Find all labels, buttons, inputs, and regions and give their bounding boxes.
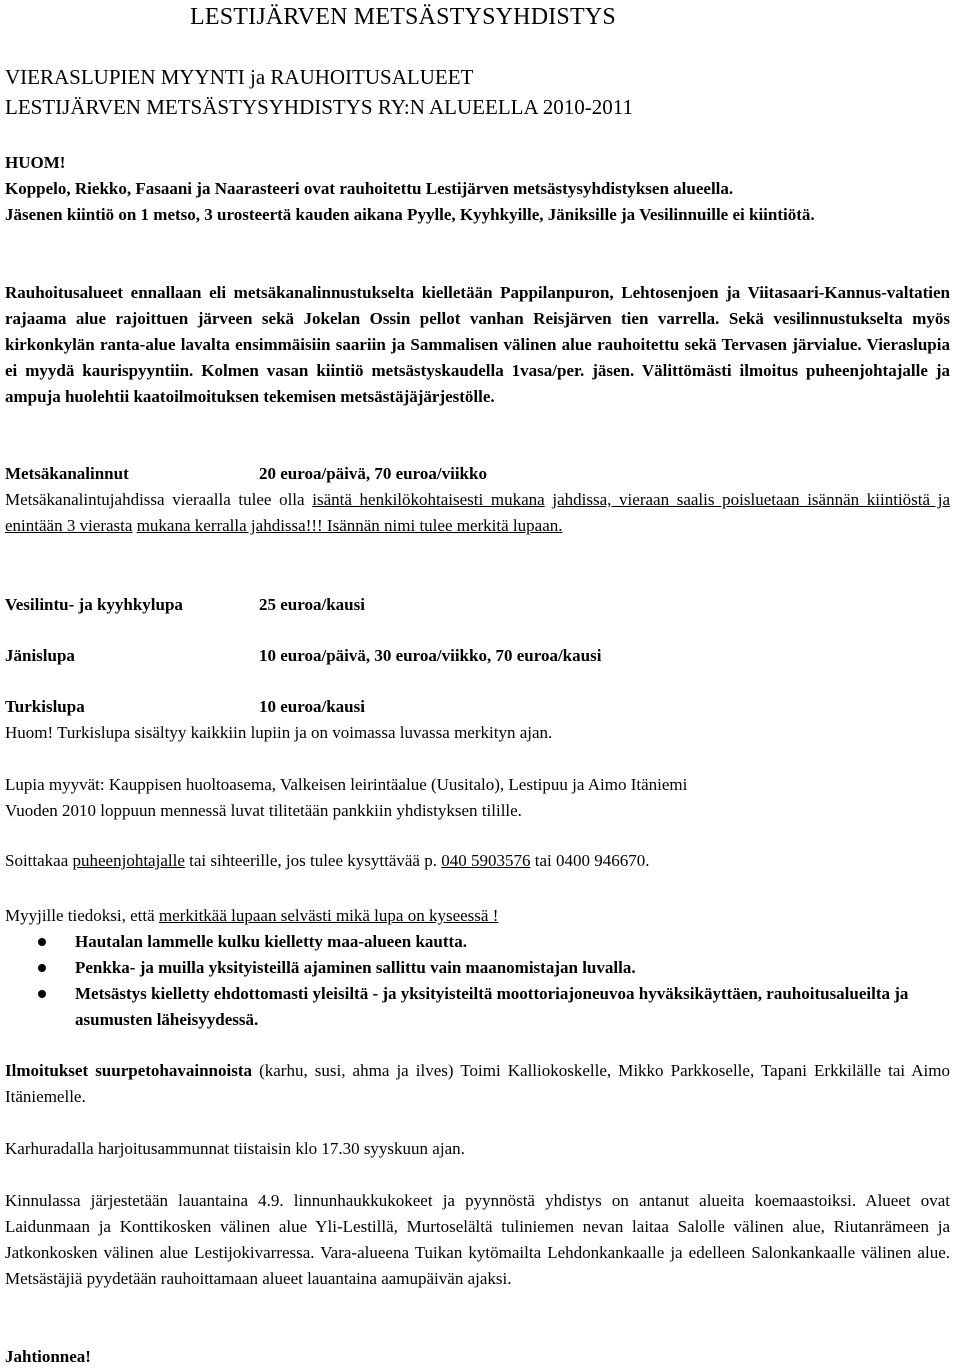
sales-line-2: Vuoden 2010 loppuun mennessä luvat tilitetään pankkiin yhdistyksen tilille. — [5, 801, 522, 820]
fur-row — [5, 694, 950, 720]
contact-line — [5, 848, 950, 874]
rule-text: Penkka- ja muilla yksityisteillä ajaminen sallittu vain maanomistajan luvalla. — [75, 958, 636, 977]
notice-heading: HUOM! — [5, 153, 66, 172]
forest-fowl-note-2: isäntä henkilökohtaisesti mukana — [312, 490, 545, 509]
rules-list — [5, 929, 950, 1033]
hare-price: 10 euroa/päivä, 30 euroa/viikko, 70 euroa/kausi — [259, 646, 602, 665]
bear-track-note: Karhuradalla harjoitusammunnat tiistaisin klo 17.30 syyskuun ajan. — [5, 1139, 465, 1158]
fur-note: Huom! Turkislupa sisältyy kaikkiin lupiin ja on voimassa luvassa merkityn ajan. — [5, 723, 553, 742]
forest-fowl-label: Metsäkanalinnut — [5, 464, 129, 483]
contact-part-2: tai sihteerille, jos tulee kysyttävää p. — [184, 851, 442, 870]
predator-report — [5, 1058, 950, 1110]
notice-line-1: Koppelo, Riekko, Fasaani ja Naarasteeri ovat rauhoitettu Lestijärven metsästysyhdistyksen alueella. — [5, 179, 734, 198]
rule-text: Metsästys kielletty ehdottomasti yleisiltä - ja yksityisteiltä moottoriajoneuvoa hyväksikäyttäen, rauhoitusalueilta ja asumusten läheisyydessä. — [75, 984, 909, 1029]
fur-label: Turkislupa — [5, 697, 85, 716]
sellers-notice-part-1: Myyjille tiedoksi, että — [5, 906, 159, 925]
waterfowl-row — [5, 592, 950, 618]
list-item — [5, 929, 950, 955]
bullet-icon — [38, 990, 46, 998]
hare-row — [5, 643, 950, 669]
forest-fowl-note — [5, 487, 950, 539]
protected-areas-text-a: Rauhoitusalueet ennallaan eli metsäkanalinnustukselta kielletään Pappilanpuron, Lehtosenjoen ja Viitasaari-Kannus-valtatien rajaama alue rajoittuen järveen sekä Jokelan Ossin pellot vanhan Reisjärven tien varrella. — [5, 283, 950, 328]
bullet-icon — [38, 964, 46, 972]
list-item — [5, 955, 950, 981]
sellers-notice-line — [5, 903, 950, 929]
protected-areas-text-b: Sekä vesilinnustukselta myös kirkonkylän ranta-alue lavalta ensimmäisiin saariin ja Sammalisen välinen alue rauhoitettu sekä Tervasen järvialue. Vieraslupia ei myydä kaurispyyntiin. Kolmen vasan kiintiö metsästyskaudella 1vasa/per. jäsen. Välittömästi ilmoitus puheenjohtajalle ja ampuja huolehtii kaatoilmoituksen tekemisen metsästäjäjärjestölle. — [5, 309, 950, 406]
waterfowl-price: 25 euroa/kausi — [259, 595, 365, 614]
contact-part-3: tai 0400 946670. — [530, 851, 650, 870]
page-title: LESTIJÄRVEN METSÄSTYSYHDISTYS — [190, 4, 616, 30]
protected-areas-paragraph — [5, 280, 950, 410]
hare-label: Jänislupa — [5, 646, 75, 665]
bullet-icon — [38, 938, 46, 946]
forest-fowl-note-1: Metsäkanalintujahdissa vieraalla tulee olla — [5, 490, 313, 509]
rule-text: Hautalan lammelle kulku kielletty maa-alueen kautta. — [75, 932, 467, 951]
forest-fowl-note-4: jahdissa, vieraan saalis poisluetaan isännän kiintiöstä ja enintään 3 vierasta — [5, 490, 950, 535]
subtitle-line-2: LESTIJÄRVEN METSÄSTYSYHDISTYS RY:N ALUEELLA 2010-2011 — [5, 95, 633, 119]
forest-fowl-price: 20 euroa/päivä, 70 euroa/viikko — [259, 464, 487, 483]
chair-link: puheenjohtajalle — [72, 851, 185, 870]
phone-link: 040 5903576 — [441, 851, 531, 870]
forest-fowl-row — [5, 461, 950, 487]
predator-report-rest: (karhu, susi, ahma ja ilves) Toimi Kalliokoskelle, Mikko Parkkoselle, Tapani Erkkilälle tai Aimo Itäniemelle. — [5, 1061, 950, 1106]
notice-line-2: Jäsenen kiintiö on 1 metso, 3 urosteertä kauden aikana Pyylle, Kyyhkyille, Jäniksille ja Vesilinnuille ei kiintiötä. — [5, 205, 815, 224]
competition-paragraph: Kinnulassa järjestetään lauantaina 4.9. linnunhaukkukokeet ja pyynnöstä yhdistys on antanut alueita koemaastoiksi. Alueet ovat Laidunmaan ja Konttikosken välinen alue Yli-Lestillä, Murtoselältä tuliniemen nevan laitaa Salolle välinen alue, Riutanrämeen ja Jatkonkosken välinen alue Lestijokivarressa. Vara-alueena Tuikan kytömailta Lehdonkankaalle ja edelleen Salonkankaalle välinen alue. Metsästäjiä pyydetään rauhoittamaan alueet lauantaina aamupäivän ajaksi. — [5, 1191, 950, 1288]
sales-line-1: Lupia myyvät: Kauppisen huoltoasema, Valkeisen leirintäalue (Uusitalo), Lestipuu ja Aimo Itäniemi — [5, 775, 688, 794]
list-item — [5, 981, 950, 1033]
sellers-notice-underlined: merkitkää lupaan selvästi mikä lupa on kyseessä ! — [158, 906, 499, 925]
contact-part-1: Soittakaa — [5, 851, 73, 870]
subtitle-line-1: VIERASLUPIEN MYYNTI ja RAUHOITUSALUEET — [5, 65, 474, 89]
fur-price: 10 euroa/kausi — [259, 697, 365, 716]
waterfowl-label: Vesilintu- ja kyyhkylupa — [5, 595, 183, 614]
forest-fowl-note-6: mukana kerralla jahdissa!!! Isännän nimi tulee merkitä lupaan. — [136, 516, 563, 535]
predator-report-bold: Ilmoitukset suurpetohavainnoista — [5, 1061, 253, 1080]
closing-text: Jahtionnea! — [5, 1347, 91, 1366]
